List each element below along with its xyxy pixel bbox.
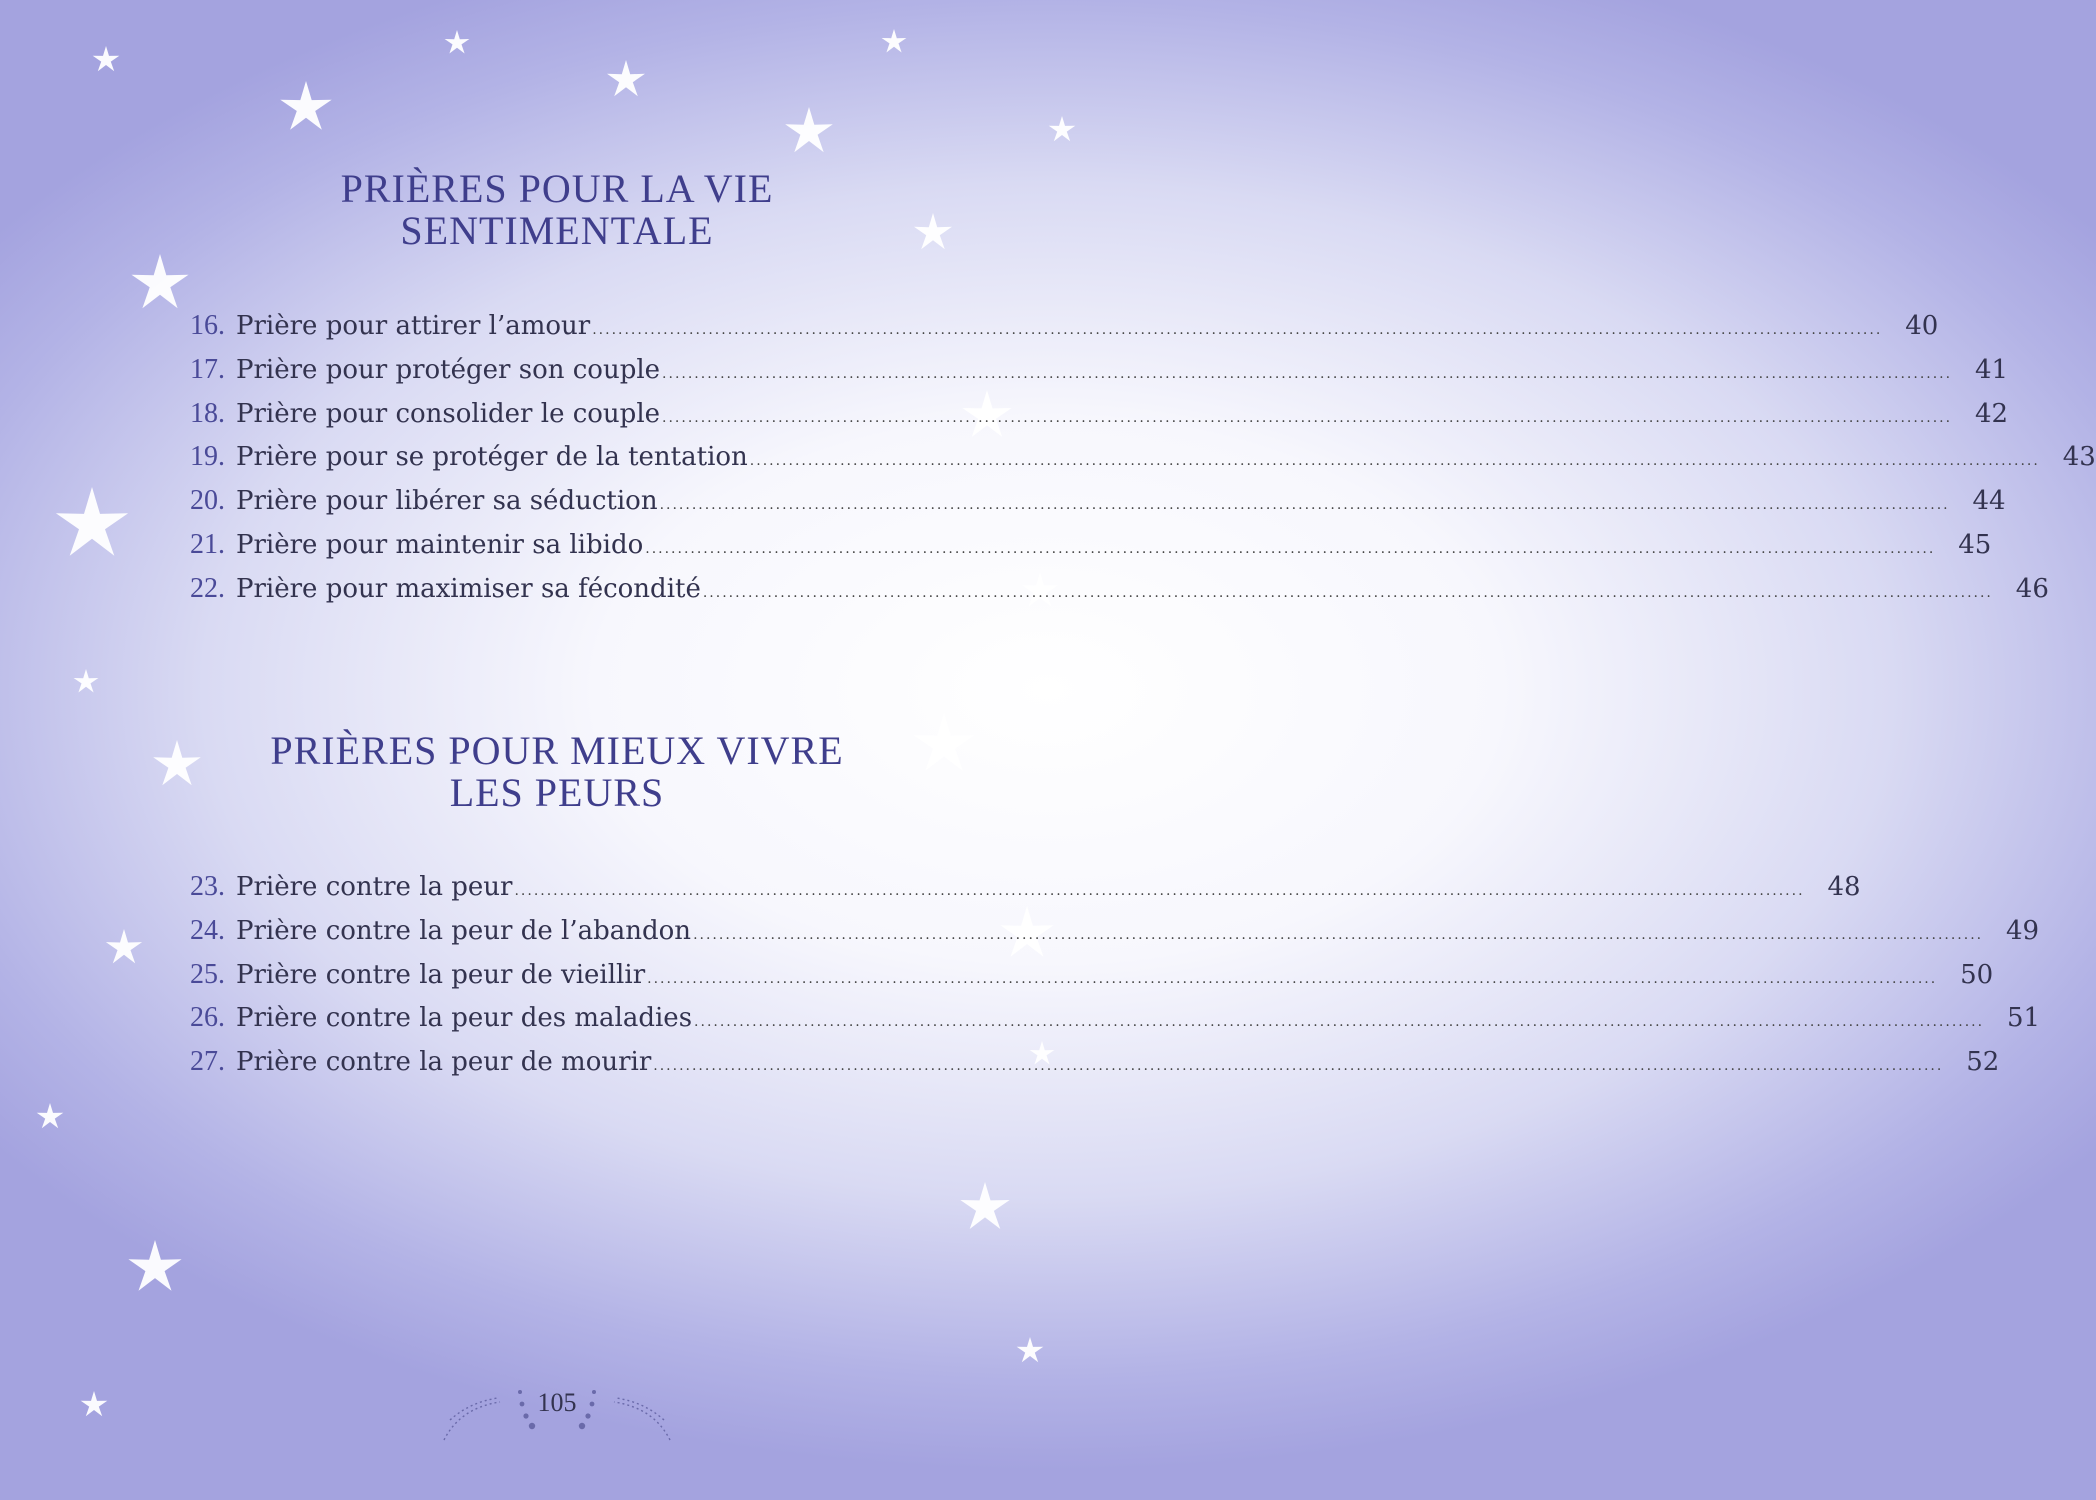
entry-title: Prière contre la peur des maladies: [236, 1003, 693, 1034]
section-title-line: LES PEURS: [449, 770, 665, 815]
section-title-vie-sentimentale: [0, 168, 1114, 252]
entry-title: Prière pour maintenir sa libido: [236, 529, 644, 560]
entry-title: Prière contre la peur de l’abandon: [236, 915, 692, 946]
entry-number: 27.: [190, 1046, 225, 1078]
star-icon: [607, 60, 645, 96]
star-icon: [106, 929, 142, 963]
dot-leader: ........................................................................................................................................................................................................: [653, 1058, 1944, 1075]
entry-page: 40: [1905, 311, 1939, 341]
toc-entry[interactable]: [190, 914, 2040, 959]
entry-number: 26.: [190, 1002, 225, 1034]
entry-page: 41: [1975, 354, 2009, 385]
toc-list-vie-sentimentale: [190, 310, 2096, 617]
entry-number: 21.: [190, 528, 225, 560]
star-icon: [882, 29, 907, 53]
entry-page: 48: [1827, 872, 1861, 902]
toc-entry[interactable]: [190, 1002, 2041, 1046]
dot-leader: ........................................................................................................................................................................................................: [659, 497, 1950, 514]
dot-leader: ........................................................................................................................................................................................................: [702, 584, 1993, 601]
entry-page: 42: [1974, 398, 2009, 429]
star-icon: [132, 254, 189, 308]
dot-leader: ........................................................................................................................................................................................................: [749, 453, 2040, 470]
page-number: 105: [537, 1388, 577, 1417]
entry-title: Prière contre la peur: [236, 872, 513, 902]
toc-list-peurs: [190, 871, 2041, 1090]
star-icon: [93, 46, 120, 71]
star-icon: [445, 30, 470, 54]
entry-number: 17.: [190, 353, 225, 385]
entry-page: 52: [1966, 1047, 2000, 1078]
dot-leader: ........................................................................................................................................................................................................: [662, 365, 1953, 382]
toc-entry[interactable]: [190, 572, 2049, 617]
entry-page: 46: [2015, 573, 2049, 604]
entry-number: 25.: [190, 958, 225, 990]
toc-entry[interactable]: [190, 958, 1994, 1003]
star-icon: [81, 1391, 108, 1416]
entry-page: 43: [2062, 442, 2096, 473]
entry-title: Prière contre la peur de mourir: [236, 1047, 652, 1078]
dot-leader: ........................................................................................................................................................................................................: [514, 883, 1805, 899]
entry-number: 18.: [190, 397, 225, 429]
dot-leader: ........................................................................................................................................................................................................: [645, 540, 1936, 557]
entry-title: Prière pour se protéger de la tentation: [236, 442, 748, 473]
toc-entry[interactable]: [190, 397, 2009, 442]
entry-page: 49: [2006, 915, 2040, 946]
entry-page: 44: [1972, 486, 2006, 517]
section-title-line: SENTIMENTALE: [400, 208, 714, 253]
section-title-peurs: [0, 730, 1114, 814]
dot-leader: ........................................................................................................................................................................................................: [662, 409, 1953, 426]
section-title-line: PRIÈRES POUR LA VIE: [340, 166, 774, 211]
toc-entry[interactable]: [190, 528, 1992, 573]
star-icon: [128, 1240, 181, 1291]
page-footer: [440, 1380, 674, 1446]
entry-number: 22.: [190, 572, 225, 604]
entry-number: 24.: [190, 914, 225, 946]
entry-title: Prière pour maximiser sa fécondité: [236, 573, 701, 604]
entry-page: 45: [1958, 529, 1992, 560]
dot-leader: ........................................................................................................................................................................................................: [592, 322, 1883, 338]
toc-entry[interactable]: [190, 485, 2006, 529]
entry-title: Prière pour protéger son couple: [236, 354, 661, 385]
star-icon: [37, 1103, 64, 1128]
star-icon: [960, 1182, 1009, 1229]
toc-entry[interactable]: [190, 441, 2096, 485]
star-icon: [1017, 1337, 1044, 1362]
entry-number: 19.: [190, 441, 225, 473]
entry-title: Prière pour libérer sa séduction: [236, 486, 658, 517]
entry-number: 23.: [190, 871, 225, 902]
toc-entry[interactable]: [190, 1046, 2000, 1090]
entry-page: 51: [2007, 1003, 2041, 1034]
dot-leader: ........................................................................................................................................................................................................: [693, 926, 1984, 943]
star-icon: [56, 487, 128, 556]
star-icon: [280, 81, 331, 130]
star-icon: [1049, 116, 1076, 141]
dot-leader: ........................................................................................................................................................................................................: [694, 1014, 1985, 1031]
star-icon: [74, 669, 99, 693]
toc-entry[interactable]: [190, 871, 1861, 915]
toc-entry[interactable]: [190, 310, 1939, 354]
toc-entry[interactable]: [190, 353, 2009, 398]
entry-title: Prière pour attirer l’amour: [236, 311, 591, 341]
entry-title: Prière pour consolider le couple: [236, 398, 661, 429]
star-icon: [785, 107, 833, 152]
entry-title: Prière contre la peur de vieillir: [236, 959, 646, 990]
section-title-line: PRIÈRES POUR MIEUX VIVRE: [270, 728, 844, 773]
dot-leader: ........................................................................................................................................................................................................: [647, 970, 1938, 987]
entry-number: 20.: [190, 485, 225, 517]
entry-page: 50: [1960, 959, 1994, 990]
entry-number: 16.: [190, 310, 225, 341]
